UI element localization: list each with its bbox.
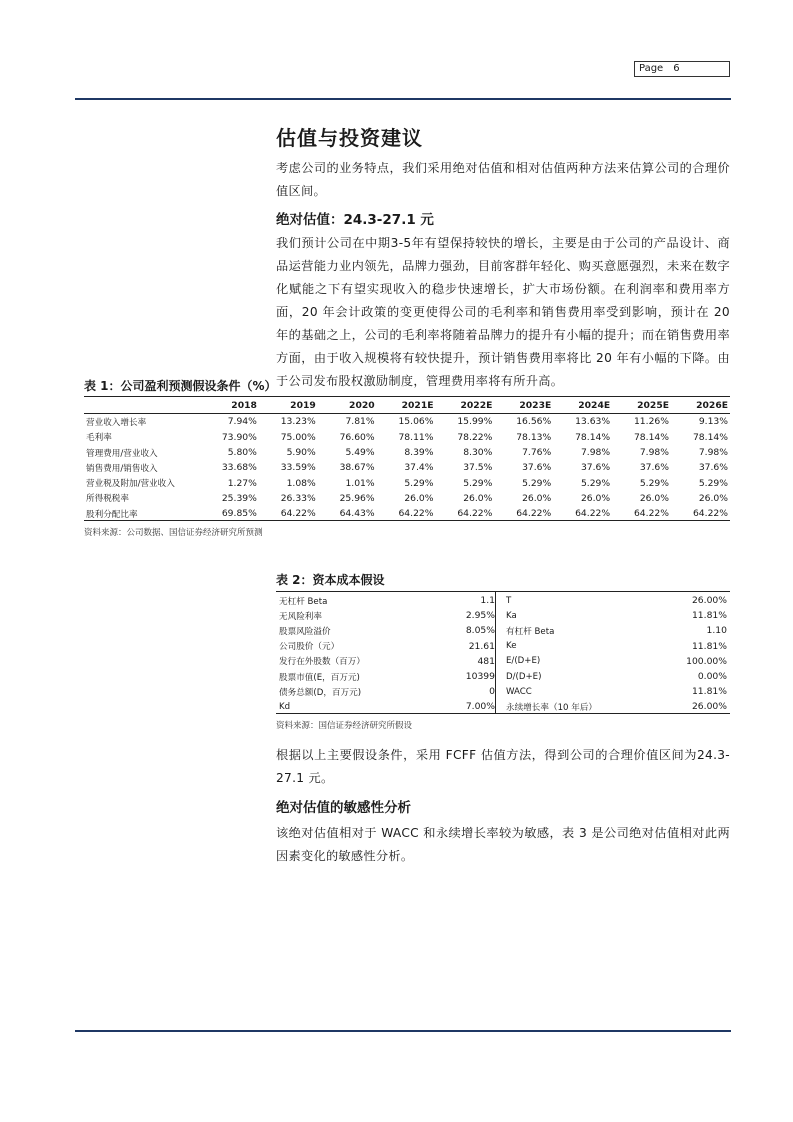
row-label: 所得税税率 bbox=[86, 494, 129, 505]
cell-value: 37.5% bbox=[463, 462, 493, 474]
table1-year: 2022E bbox=[436, 398, 495, 414]
param-label: 股票市值(E，百万元) bbox=[279, 672, 360, 683]
cell-value: 13.23% bbox=[280, 416, 316, 428]
param-value: 0.00% bbox=[697, 671, 727, 683]
param-label: E/(D+E) bbox=[506, 656, 541, 667]
conclusion-paragraph: 根据以上主要假设条件，采用 FCFF 估值方法，得到公司的合理价值区间为24.3-27.1 元。 bbox=[276, 748, 730, 785]
table-row bbox=[276, 654, 730, 669]
param-label: 永续增长率（10 年后） bbox=[506, 702, 598, 713]
param-value: 21.61 bbox=[468, 640, 495, 652]
cell-value: 26.0% bbox=[580, 492, 611, 504]
table-row bbox=[84, 491, 730, 506]
cell-value: 26.0% bbox=[463, 492, 493, 504]
cell-value: 64.22% bbox=[692, 508, 728, 520]
sensitivity-heading: 绝对估值的敏感性分析 bbox=[276, 800, 411, 816]
cell-value: 33.68% bbox=[221, 462, 257, 474]
absolute-valuation-paragraph: 我们预计公司在中期3-5年有望保持较快的增长，主要是由于公司的产品设计、商品运营能力业内领先，品牌力强劲，目前客群年轻化、购买意愿强烈，未来在数字化赋能之下有望实现收入的稳步快速增长，扩大市场份额。在利润率和费用率方面，20 年会计政策的变更使得公司的毛利率和销售费用率受到影响，预计在 20 年的基础之上，公司的毛利率将随着品牌力的提升有小幅的提升；而在销售费用率方面，由于收入规模将有较快提升，预计销售费用率将比 20 年有小幅的下降。由于公司发布股权激励制度，管理费用率将有所升高。 bbox=[276, 236, 730, 388]
param-value: 10399 bbox=[465, 671, 495, 683]
row-label: 管理费用/营业收入 bbox=[86, 448, 158, 459]
cell-value: 7.98% bbox=[639, 447, 669, 459]
table-row bbox=[276, 608, 730, 623]
table-row bbox=[276, 669, 730, 684]
table1-year: 2019 bbox=[259, 398, 318, 414]
table1 bbox=[84, 398, 730, 521]
param-label: 债务总额(D，百万元) bbox=[279, 687, 362, 698]
cell-value: 5.29% bbox=[404, 477, 434, 489]
param-label: D/(D+E) bbox=[506, 671, 542, 682]
param-label: Kd bbox=[279, 701, 291, 712]
table-row bbox=[84, 445, 730, 460]
cell-value: 7.81% bbox=[345, 416, 375, 428]
cell-value: 76.60% bbox=[339, 431, 375, 443]
cell-value: 5.29% bbox=[580, 477, 611, 489]
param-label: Ke bbox=[506, 641, 517, 652]
cell-value: 1.27% bbox=[227, 477, 257, 489]
param-value: 0 bbox=[489, 686, 495, 698]
cell-value: 37.4% bbox=[404, 462, 434, 474]
table-row bbox=[84, 460, 730, 475]
table1-year: 2020 bbox=[318, 398, 377, 414]
cell-value: 37.6% bbox=[698, 462, 728, 474]
cell-value: 7.76% bbox=[522, 447, 552, 459]
header-rule bbox=[75, 98, 731, 100]
param-value: 11.81% bbox=[691, 610, 727, 622]
cell-value: 5.29% bbox=[463, 477, 493, 489]
cell-value: 8.30% bbox=[463, 447, 493, 459]
footer-rule bbox=[75, 1030, 731, 1032]
table1-header-row bbox=[84, 398, 730, 414]
table2-source: 资料来源：国信证券经济研究所假设 bbox=[276, 721, 413, 731]
cell-value: 78.14% bbox=[692, 431, 728, 443]
table-row bbox=[276, 593, 730, 608]
param-value: 26.00% bbox=[691, 701, 727, 713]
param-value: 11.81% bbox=[691, 686, 727, 698]
cell-value: 5.80% bbox=[227, 447, 257, 459]
cell-value: 69.85% bbox=[221, 508, 257, 520]
cell-value: 5.29% bbox=[639, 477, 669, 489]
param-label: 有杠杆 Beta bbox=[506, 626, 555, 637]
sensitivity-paragraph: 该绝对估值相对于 WACC 和永续增长率较为敏感，表 3 是公司绝对估值相对此两因素变化的敏感性分析。 bbox=[276, 826, 730, 863]
cell-value: 5.90% bbox=[286, 447, 316, 459]
cell-value: 73.90% bbox=[221, 431, 257, 443]
cell-value: 8.39% bbox=[404, 447, 434, 459]
row-label: 营业税及附加/营业收入 bbox=[86, 479, 175, 490]
cell-value: 64.43% bbox=[339, 508, 375, 520]
cell-value: 64.22% bbox=[516, 508, 552, 520]
param-label: 股票风险溢价 bbox=[279, 626, 331, 637]
cell-value: 16.56% bbox=[516, 416, 552, 428]
cell-value: 78.13% bbox=[516, 431, 552, 443]
cell-value: 5.29% bbox=[522, 477, 552, 489]
cell-value: 5.29% bbox=[698, 477, 728, 489]
cell-value: 26.33% bbox=[280, 492, 316, 504]
cell-value: 37.6% bbox=[522, 462, 552, 474]
cell-value: 33.59% bbox=[280, 462, 316, 474]
param-label: 发行在外股数（百万） bbox=[279, 657, 365, 668]
cell-value: 78.14% bbox=[633, 431, 669, 443]
cell-value: 15.99% bbox=[457, 416, 493, 428]
cell-value: 26.0% bbox=[522, 492, 552, 504]
table-row bbox=[276, 684, 730, 699]
cell-value: 25.39% bbox=[221, 492, 257, 504]
cell-value: 1.08% bbox=[286, 477, 316, 489]
cell-value: 64.22% bbox=[575, 508, 611, 520]
param-value: 481 bbox=[477, 655, 495, 667]
row-label: 销售费用/销售收入 bbox=[86, 463, 158, 474]
cell-value: 26.0% bbox=[404, 492, 434, 504]
cell-value: 13.63% bbox=[575, 416, 611, 428]
table1-title: 表 1：公司盈利预测假设条件（%） bbox=[84, 379, 277, 393]
table1-year: 2023E bbox=[494, 398, 553, 414]
cell-value: 25.96% bbox=[339, 492, 375, 504]
param-value: 1.10 bbox=[706, 625, 727, 637]
table1-top-rule bbox=[84, 396, 730, 397]
cell-value: 64.22% bbox=[633, 508, 669, 520]
cell-value: 78.14% bbox=[575, 431, 611, 443]
param-value: 11.81% bbox=[691, 640, 727, 652]
param-value: 1.1 bbox=[480, 595, 495, 607]
param-value: 26.00% bbox=[691, 595, 727, 607]
param-value: 2.95% bbox=[465, 610, 495, 622]
cell-value: 26.0% bbox=[698, 492, 728, 504]
param-label: 公司股价（元） bbox=[279, 642, 340, 653]
table1-source: 资料来源：公司数据、国信证券经济研究所预测 bbox=[84, 528, 263, 538]
param-label: 无风险利率 bbox=[279, 611, 322, 622]
cell-value: 7.94% bbox=[227, 416, 257, 428]
cell-value: 7.98% bbox=[698, 447, 728, 459]
param-value: 7.00% bbox=[465, 701, 495, 713]
row-label: 股利分配比率 bbox=[86, 509, 138, 520]
cell-value: 64.22% bbox=[398, 508, 434, 520]
intro-paragraph: 考虑公司的业务特点，我们采用绝对估值和相对估值两种方法来估算公司的合理价值区间。 bbox=[276, 161, 730, 198]
param-label: WACC bbox=[506, 686, 532, 697]
table1-year: 2026E bbox=[671, 398, 730, 414]
table2-top-rule bbox=[276, 591, 730, 592]
table-row bbox=[276, 639, 730, 654]
row-label: 营业收入增长率 bbox=[86, 417, 147, 428]
row-label: 毛利率 bbox=[86, 433, 112, 444]
cell-value: 64.22% bbox=[457, 508, 493, 520]
cell-value: 38.67% bbox=[339, 462, 375, 474]
table-row bbox=[276, 623, 730, 638]
cell-value: 64.22% bbox=[280, 508, 316, 520]
table-row bbox=[84, 414, 730, 430]
table1-year: 2025E bbox=[612, 398, 671, 414]
param-value: 100.00% bbox=[686, 655, 727, 667]
section-title: 估值与投资建议 bbox=[276, 126, 423, 150]
cell-value: 5.49% bbox=[345, 447, 375, 459]
param-label: T bbox=[506, 595, 512, 606]
absolute-valuation-heading: 绝对估值：24.3-27.1 元 bbox=[276, 212, 434, 228]
param-label: 无杠杆 Beta bbox=[279, 596, 328, 607]
cell-value: 1.01% bbox=[345, 477, 375, 489]
cell-value: 78.11% bbox=[398, 431, 434, 443]
page-number-box bbox=[634, 61, 730, 77]
table1-bottom-rule bbox=[84, 520, 730, 521]
cell-value: 15.06% bbox=[398, 416, 434, 428]
table1-year: 2024E bbox=[553, 398, 612, 414]
table2 bbox=[276, 593, 730, 715]
cell-value: 37.6% bbox=[580, 462, 611, 474]
cell-value: 11.26% bbox=[633, 416, 669, 428]
cell-value: 75.00% bbox=[280, 431, 316, 443]
param-label: Ka bbox=[506, 610, 517, 621]
cell-value: 26.0% bbox=[639, 492, 669, 504]
table1-year: 2021E bbox=[377, 398, 436, 414]
table-row bbox=[84, 475, 730, 490]
table-row bbox=[84, 430, 730, 445]
table2-title: 表 2：资本成本假设 bbox=[276, 573, 385, 587]
cell-value: 9.13% bbox=[698, 416, 728, 428]
table1-year: 2018 bbox=[200, 398, 259, 414]
page-number: 6 bbox=[673, 63, 680, 74]
cell-value: 7.98% bbox=[580, 447, 611, 459]
param-value: 8.05% bbox=[465, 625, 495, 637]
table2-bottom-rule bbox=[276, 713, 730, 714]
page-label: Page bbox=[639, 63, 664, 74]
cell-value: 37.6% bbox=[639, 462, 669, 474]
table1-header-blank bbox=[84, 398, 200, 414]
cell-value: 78.22% bbox=[457, 431, 493, 443]
